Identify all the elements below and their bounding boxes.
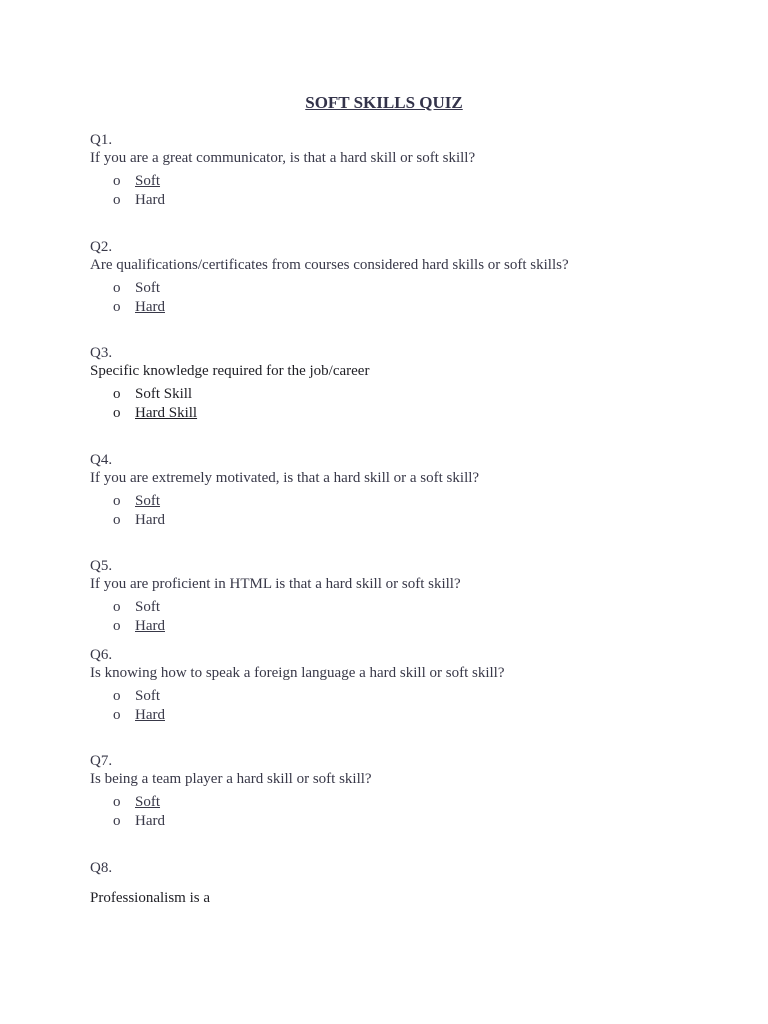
bullet-icon: o <box>113 599 121 615</box>
question-1 <box>90 131 690 210</box>
answer-options <box>90 492 690 530</box>
option-label: Hard Skill <box>135 405 198 421</box>
question-number: Q8. <box>90 860 113 876</box>
bullet-icon: o <box>113 386 121 402</box>
bullet-icon: o <box>113 794 121 810</box>
question-number: Q4. <box>90 452 113 468</box>
question-number: Q5. <box>90 558 113 574</box>
question-number: Q7. <box>90 753 113 769</box>
option-soft[interactable] <box>113 598 690 617</box>
question-8 <box>90 859 690 877</box>
bullet-icon: o <box>113 192 121 208</box>
bullet-icon: o <box>113 493 121 509</box>
option-label: Soft Skill <box>135 386 193 402</box>
question-text: Specific knowledge required for the job/career <box>90 363 370 379</box>
option-label: Soft <box>135 173 161 189</box>
question-number: Q1. <box>90 132 113 148</box>
question-4 <box>90 451 690 530</box>
question-2 <box>90 238 690 317</box>
option-hard[interactable] <box>113 511 690 530</box>
option-label: Hard <box>135 813 165 829</box>
question-text: If you are proficient in HTML is that a hard skill or soft skill? <box>90 576 461 592</box>
bullet-icon: o <box>113 688 121 704</box>
option-soft[interactable] <box>113 279 690 298</box>
question-5 <box>90 557 690 636</box>
option-label: Soft <box>135 794 161 810</box>
question-number: Q2. <box>90 239 113 255</box>
answer-options <box>90 279 690 317</box>
option-soft-skill[interactable] <box>113 385 690 404</box>
question-7 <box>90 752 690 831</box>
question-text: If you are extremely motivated, is that a hard skill or a soft skill? <box>90 470 480 486</box>
option-hard[interactable] <box>113 812 690 831</box>
question-text: If you are a great communicator, is that a hard skill or soft skill? <box>90 150 476 166</box>
answer-options <box>90 172 690 210</box>
option-soft[interactable] <box>113 492 690 511</box>
bullet-icon: o <box>113 173 121 189</box>
question-number: Q3. <box>90 345 113 361</box>
bullet-icon: o <box>113 405 121 421</box>
question-text: Is being a team player a hard skill or soft skill? <box>90 771 372 787</box>
option-label: Soft <box>135 493 161 509</box>
question-text: Are qualifications/certificates from courses considered hard skills or soft skills? <box>90 257 569 273</box>
option-label: Soft <box>135 280 161 296</box>
question-text: Is knowing how to speak a foreign language a hard skill or soft skill? <box>90 665 505 681</box>
option-hard[interactable] <box>113 617 690 636</box>
question-8-text-block <box>90 889 690 907</box>
option-hard-skill[interactable] <box>113 404 690 423</box>
option-soft[interactable] <box>113 793 690 812</box>
option-hard[interactable] <box>113 191 690 210</box>
bullet-icon: o <box>113 299 121 315</box>
answer-options <box>90 385 690 423</box>
bullet-icon: o <box>113 512 121 528</box>
option-soft[interactable] <box>113 687 690 706</box>
option-label: Soft <box>135 688 161 704</box>
option-soft[interactable] <box>113 172 690 191</box>
bullet-icon: o <box>113 707 121 723</box>
answer-options <box>90 687 690 725</box>
bullet-icon: o <box>113 813 121 829</box>
option-hard[interactable] <box>113 298 690 317</box>
bullet-icon: o <box>113 280 121 296</box>
question-3 <box>90 344 690 423</box>
option-label: Soft <box>135 599 161 615</box>
option-label: Hard <box>135 512 165 528</box>
answer-options <box>90 793 690 831</box>
option-label: Hard <box>135 618 165 634</box>
bullet-icon: o <box>113 618 121 634</box>
question-6 <box>90 646 690 725</box>
option-label: Hard <box>135 299 165 315</box>
answer-options <box>90 598 690 636</box>
question-number: Q6. <box>90 647 113 663</box>
question-text: Professionalism is a <box>90 890 210 906</box>
option-label: Hard <box>135 707 165 723</box>
option-label: Hard <box>135 192 165 208</box>
page-title: SOFT SKILLS QUIZ <box>305 93 463 112</box>
option-hard[interactable] <box>113 706 690 725</box>
